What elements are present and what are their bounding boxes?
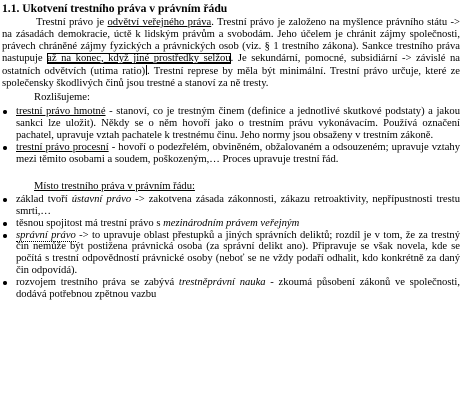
list-term: správní právo (16, 229, 76, 241)
list-text: - zkoumá působení zákonů ve společnosti, dodává potřebnou zpětnou vazbu (16, 277, 460, 301)
list-item (2, 230, 460, 278)
intro-highlighted: až na konec, když jiné prostředky selžou (47, 52, 231, 64)
list-item (2, 277, 460, 301)
list-text: -> to upravuje oblast přestupků a jiných správních deliktů; rozdíl je v tom, že za trestný čin nemůže být postižena právnická osoba (za správní delikt ano). Připravuje se však novela, kde se počítá s trestní odpovědností právnické osoby (neboť se ne vždy podaří odhalit, kdo konkrétně za daný čin odpovídá). (16, 229, 460, 277)
list-item (2, 106, 460, 142)
place-in-legal-order-list (2, 194, 460, 301)
list-term: trestní právo procesní (16, 142, 109, 154)
law-types-list (2, 106, 460, 166)
list-item (2, 194, 460, 218)
intro-text-1: Trestní právo je (36, 17, 108, 28)
list-term: mezinárodním právem veřejným (163, 217, 300, 229)
intro-text-3: . Je sekundární, pomocné, subsidiární -> závislé na ostatních odvětvích (utima ratio) (2, 52, 460, 77)
list-item (2, 218, 460, 230)
list-item (2, 142, 460, 166)
intro-text-2: . Trestní právo je založeno na myšlence právního státu -> na zásadách demokracie, úctě k lidským právům a svobodám. Jeho účelem je chránit zájmy společnosti, právech chráněné zájmy fyzických a právnických osob (viz. § 1 trestního zákona). Sankce trestního práva nastupuje (2, 17, 460, 64)
intro-underlined-1: odvětví veřejného práva (107, 17, 212, 28)
list-text: -> zakotvena zásada zákonnosti, zákazu retroaktivity, nepřípustnosti trestu smrti,… (16, 193, 460, 217)
list-text: základ tvoří (16, 193, 72, 205)
list-term: trestní právo hmotné (16, 106, 106, 118)
list-text: - hovoří o podezřelém, obviněném, obžalovaném a odsouzeném; upravuje vztahy mezi těmito osobami a soudem, poškozeným,… Proces upravuje trestní řád. (16, 142, 460, 165)
list-text: rozvojem trestního práva se zabývá (16, 277, 179, 289)
intro-text-4: . Trestní represe by měla být minimální. Trestní právo určuje, které ze společensky škodlivých činů jsou trestné a stanoví za ně tresty. (2, 65, 461, 89)
intro-paragraph (2, 17, 460, 89)
section-title: 1.1. Ukotvení trestního práva v právním řádu (2, 2, 228, 15)
blank-line (2, 166, 460, 180)
list-term: trestněprávní nauka (178, 277, 266, 289)
list-text: těsnou spojitost má trestní právo s (16, 217, 164, 229)
list-term: ústavní právo (71, 193, 132, 205)
rozlisujeme-label: Rozlišujeme: (34, 92, 90, 104)
list-text: - stanoví, co je trestným činem (definice a jednotlivé skutkové podstaty) a jakou sankci lze uložit). Někdy se o něm hovoří jako o trestním právu vykonávacím. Používá označení pachatel, upravuje vztah pachatele k trestnému činu. Jeho normy jsou obsaženy v trestním zákoně. (16, 106, 460, 142)
subsection-heading: Místo trestního práva v právním řádu: (34, 180, 195, 192)
